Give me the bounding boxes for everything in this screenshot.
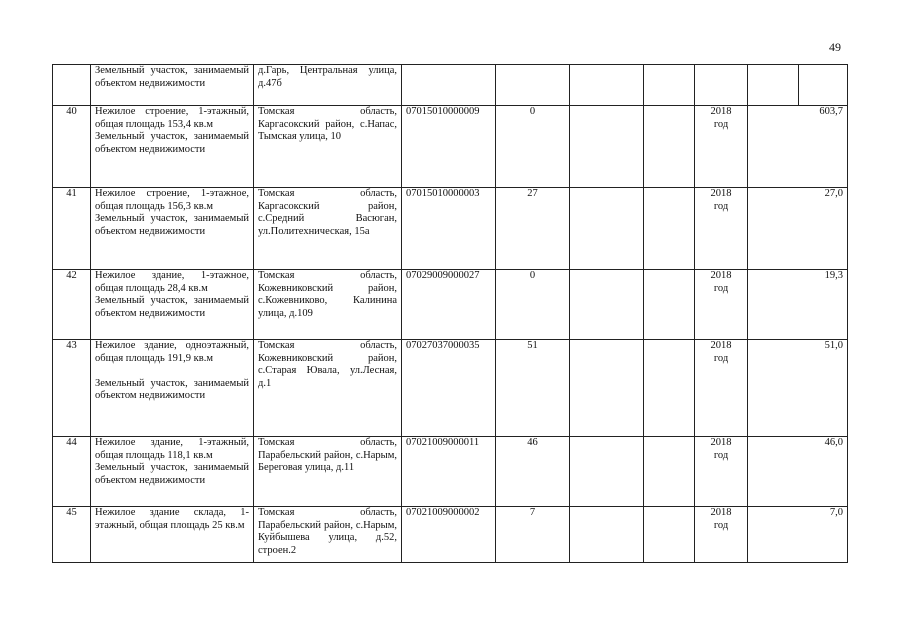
year-cell: 2018 год — [695, 340, 748, 437]
cadastral-code: 07015010000003 — [402, 188, 496, 270]
object-address: Томская область, Каргасокский район, с.Напас, Тымская улица, 10 — [254, 106, 402, 188]
cadastral-code: 07029009000027 — [402, 270, 496, 340]
year-cell: 2018 год — [695, 437, 748, 507]
year-cell: 2018 год — [695, 188, 748, 270]
table-row — [53, 437, 848, 507]
table-row — [53, 270, 848, 340]
amount-value: 27,0 — [748, 188, 848, 270]
property-table — [52, 64, 848, 563]
object-description: Нежилое здание, одноэтажный, общая площадь 191,9 кв.м Земельный участок, занимаемый объектом недвижимости — [91, 340, 254, 437]
cadastral-code: 07015010000009 — [402, 106, 496, 188]
object-description: Нежилое строение, 1-этажное, общая площадь 156,3 кв.м Земельный участок, занимаемый объектом недвижимости — [91, 188, 254, 270]
amount-value: 46,0 — [748, 437, 848, 507]
row-number — [53, 65, 91, 106]
amount-value: 51,0 — [748, 340, 848, 437]
object-address: Томская область, Парабельский район, с.Нарым, Береговая улица, д.11 — [254, 437, 402, 507]
object-description: Земельный участок, занимаемый объектом недвижимости — [91, 65, 254, 106]
count-value: 27 — [496, 188, 570, 270]
table-row — [53, 340, 848, 437]
table-row — [53, 65, 848, 106]
count-value: 51 — [496, 340, 570, 437]
cadastral-code: 07021009000002 — [402, 507, 496, 563]
amount-value: 7,0 — [748, 507, 848, 563]
amount-value: 19,3 — [748, 270, 848, 340]
object-description: Нежилое здание склада, 1-этажный, общая площадь 25 кв.м — [91, 507, 254, 563]
object-description: Нежилое строение, 1-этажный, общая площадь 153,4 кв.м Земельный участок, занимаемый объектом недвижимости — [91, 106, 254, 188]
row-number: 45 — [53, 507, 91, 563]
object-address: Томская область, Кожевниковский район, с.Кожевниково, Калинина улица, д.109 — [254, 270, 402, 340]
table-row — [53, 188, 848, 270]
cadastral-code: 07021009000011 — [402, 437, 496, 507]
page-number: 49 — [829, 40, 841, 54]
cadastral-code: 07027037000035 — [402, 340, 496, 437]
row-number: 41 — [53, 188, 91, 270]
year-cell: 2018 год — [695, 106, 748, 188]
count-value: 0 — [496, 270, 570, 340]
count-value: 0 — [496, 106, 570, 188]
row-number: 40 — [53, 106, 91, 188]
year-cell: 2018 год — [695, 270, 748, 340]
object-description: Нежилое здание, 1-этажное, общая площадь 28,4 кв.м Земельный участок, занимаемый объектом недвижимости — [91, 270, 254, 340]
object-address: Томская область, Парабельский район, с.Нарым, Куйбышева улица, д.52, строен.2 — [254, 507, 402, 563]
row-number: 43 — [53, 340, 91, 437]
amount-value: 603,7 — [748, 106, 848, 188]
object-address: Томская область, Кожевниковский район, с.Старая Ювала, ул.Лесная, д.1 — [254, 340, 402, 437]
table-row — [53, 507, 848, 563]
row-number: 42 — [53, 270, 91, 340]
object-description: Нежилое здание, 1-этажный, общая площадь 118,1 кв.м Земельный участок, занимаемый объектом недвижимости — [91, 437, 254, 507]
row-number: 44 — [53, 437, 91, 507]
table-row — [53, 106, 848, 188]
object-address: д.Гарь, Центральная улица, д.47б — [254, 65, 402, 106]
year-cell: 2018 год — [695, 507, 748, 563]
count-value: 7 — [496, 507, 570, 563]
object-address: Томская область, Каргасокский район, с.Средний Васюган, ул.Политехническая, 15а — [254, 188, 402, 270]
count-value: 46 — [496, 437, 570, 507]
